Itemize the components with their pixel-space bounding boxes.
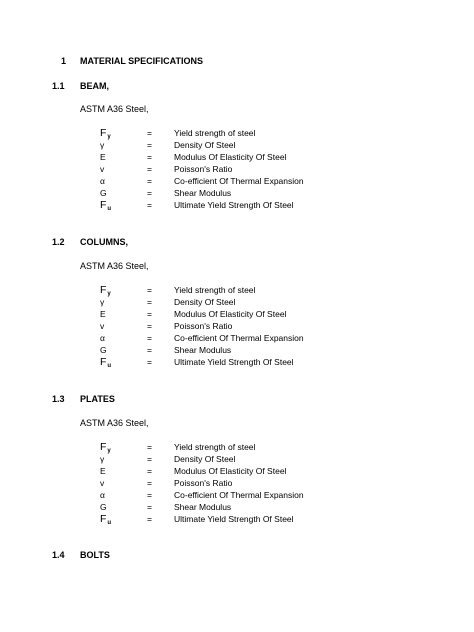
equals-sign: = — [147, 357, 152, 367]
property-symbol: α — [100, 490, 105, 500]
property-symbol: Fu — [100, 199, 112, 212]
property-description: Modulus Of Elasticity Of Steel — [174, 466, 287, 476]
material-spec-plates: ASTM A36 Steel, — [80, 418, 149, 428]
equals-sign: = — [147, 164, 152, 174]
property-symbol: E — [100, 309, 106, 319]
property-table-beam — [0, 127, 474, 211]
property-symbol: v — [100, 478, 105, 488]
property-row — [0, 477, 474, 489]
property-row — [0, 465, 474, 477]
section-number: 1 — [61, 56, 67, 66]
property-row — [0, 127, 474, 139]
equals-sign: = — [147, 490, 152, 500]
equals-sign: = — [147, 502, 152, 512]
property-row — [0, 356, 474, 368]
equals-sign: = — [147, 140, 152, 150]
equals-sign: = — [147, 309, 152, 319]
property-description: Density Of Steel — [174, 140, 236, 150]
equals-sign: = — [147, 297, 152, 307]
property-description: Shear Modulus — [174, 502, 232, 512]
property-description: Poisson's Ratio — [174, 478, 233, 488]
property-symbol: E — [100, 466, 106, 476]
property-symbol: Fy — [100, 441, 111, 454]
property-row — [0, 199, 474, 211]
subsection-title-columns: COLUMNS, — [80, 237, 128, 247]
property-description: Yield strength of steel — [174, 128, 256, 138]
equals-sign: = — [147, 514, 152, 524]
property-row — [0, 175, 474, 187]
property-description: Ultimate Yield Strength Of Steel — [174, 357, 294, 367]
equals-sign: = — [147, 200, 152, 210]
property-description: Yield strength of steel — [174, 442, 256, 452]
equals-sign: = — [147, 128, 152, 138]
equals-sign: = — [147, 152, 152, 162]
property-description: Poisson's Ratio — [174, 321, 233, 331]
subsection-number-beam: 1.1 — [52, 81, 65, 91]
property-table-plates — [0, 441, 474, 525]
property-row — [0, 332, 474, 344]
property-row — [0, 139, 474, 151]
property-description: Poisson's Ratio — [174, 164, 233, 174]
equals-sign: = — [147, 442, 152, 452]
property-symbol: Fu — [100, 356, 112, 369]
property-row — [0, 501, 474, 513]
property-symbol: G — [100, 502, 107, 512]
property-row — [0, 163, 474, 175]
equals-sign: = — [147, 176, 152, 186]
subsection-title-bolts: BOLTS — [80, 550, 110, 560]
property-description: Co-efficient Of Thermal Expansion — [174, 176, 304, 186]
property-row — [0, 489, 474, 501]
property-symbol: Fy — [100, 127, 111, 140]
property-description: Co-efficient Of Thermal Expansion — [174, 333, 304, 343]
property-symbol: v — [100, 164, 105, 174]
property-symbol: Fy — [100, 284, 111, 297]
property-symbol: γ — [100, 297, 105, 307]
subsection-number-bolts: 1.4 — [52, 550, 65, 560]
property-symbol: α — [100, 333, 105, 343]
equals-sign: = — [147, 285, 152, 295]
property-symbol: E — [100, 152, 106, 162]
property-description: Ultimate Yield Strength Of Steel — [174, 514, 294, 524]
property-description: Modulus Of Elasticity Of Steel — [174, 309, 287, 319]
property-description: Modulus Of Elasticity Of Steel — [174, 152, 287, 162]
material-spec-columns: ASTM A36 Steel, — [80, 261, 149, 271]
property-row — [0, 187, 474, 199]
property-row — [0, 344, 474, 356]
property-symbol: γ — [100, 454, 105, 464]
property-description: Shear Modulus — [174, 345, 232, 355]
property-description: Density Of Steel — [174, 454, 236, 464]
property-symbol: G — [100, 345, 107, 355]
property-symbol: α — [100, 176, 105, 186]
equals-sign: = — [147, 321, 152, 331]
subsection-title-beam: BEAM, — [80, 81, 109, 91]
equals-sign: = — [147, 345, 152, 355]
equals-sign: = — [147, 466, 152, 476]
subsection-title-plates: PLATES — [80, 394, 115, 404]
property-table-columns — [0, 284, 474, 368]
property-description: Ultimate Yield Strength Of Steel — [174, 200, 294, 210]
material-spec-beam: ASTM A36 Steel, — [80, 104, 149, 114]
property-row — [0, 296, 474, 308]
property-row — [0, 308, 474, 320]
property-symbol: γ — [100, 140, 105, 150]
equals-sign: = — [147, 188, 152, 198]
property-row — [0, 513, 474, 525]
subsection-number-columns: 1.2 — [52, 237, 65, 247]
property-row — [0, 453, 474, 465]
property-description: Co-efficient Of Thermal Expansion — [174, 490, 304, 500]
property-row — [0, 320, 474, 332]
equals-sign: = — [147, 333, 152, 343]
property-description: Density Of Steel — [174, 297, 236, 307]
property-row — [0, 441, 474, 453]
property-description: Shear Modulus — [174, 188, 232, 198]
property-row — [0, 151, 474, 163]
subsection-number-plates: 1.3 — [52, 394, 65, 404]
property-symbol: Fu — [100, 513, 112, 526]
property-symbol: G — [100, 188, 107, 198]
equals-sign: = — [147, 478, 152, 488]
property-symbol: v — [100, 321, 105, 331]
property-row — [0, 284, 474, 296]
section-title: MATERIAL SPECIFICATIONS — [80, 56, 204, 66]
equals-sign: = — [147, 454, 152, 464]
property-description: Yield strength of steel — [174, 285, 256, 295]
